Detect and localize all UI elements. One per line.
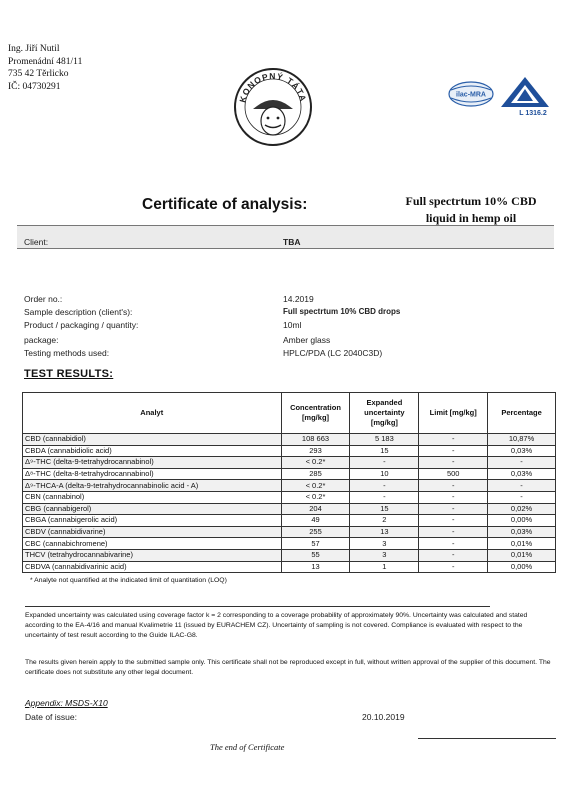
table-row xyxy=(23,491,556,503)
address-line: Promenádní 481/11 xyxy=(8,56,83,67)
table-row xyxy=(23,538,556,550)
analyte-cell: CBDVA (cannabidivarinic acid) xyxy=(23,561,282,573)
column-header: Limit [mg/kg] xyxy=(419,393,488,434)
ilac-mra-logo xyxy=(447,80,495,108)
table-row xyxy=(23,480,556,492)
concentration-cell: 57 xyxy=(281,538,350,550)
uncertainty-cell: 10 xyxy=(350,468,419,480)
percentage-cell: 0,02% xyxy=(488,503,556,515)
limit-cell: - xyxy=(419,434,488,446)
concentration-cell: 255 xyxy=(281,526,350,538)
address-line: 735 42 Těrlicko xyxy=(8,69,69,79)
logo-text: KONOPNÝ TÁTA xyxy=(237,70,309,104)
concentration-cell: < 0.2* xyxy=(281,491,350,503)
signature-line xyxy=(418,738,556,739)
product-title-line: liquid in hemp oil xyxy=(425,211,517,225)
concentration-cell: < 0.2* xyxy=(281,480,350,492)
order-value: 14.2019 xyxy=(283,294,314,304)
konopny-tata-logo xyxy=(233,60,313,158)
sample-label: Sample description (client's): xyxy=(24,307,133,317)
concentration-cell: 204 xyxy=(281,503,350,515)
percentage-cell: - xyxy=(488,457,556,469)
percentage-cell: - xyxy=(488,480,556,492)
table-row xyxy=(23,515,556,527)
accreditation-number: L 1316.2 xyxy=(519,110,547,117)
analyte-cell: Δ⁸-THC (delta-8-tetrahydrocannabinol) xyxy=(23,468,282,480)
analyte-cell: CBG (cannabigerol) xyxy=(23,503,282,515)
divider xyxy=(25,606,490,607)
uncertainty-cell: 5 183 xyxy=(350,434,419,446)
package-label: package: xyxy=(24,335,59,345)
table-row xyxy=(23,445,556,457)
uncertainty-cell: 1 xyxy=(350,561,419,573)
concentration-cell: 55 xyxy=(281,549,350,561)
percentage-cell: 10,87% xyxy=(488,434,556,446)
percentage-cell: 0,01% xyxy=(488,538,556,550)
package-value: Amber glass xyxy=(283,335,331,345)
limit-cell: - xyxy=(419,491,488,503)
concentration-cell: 13 xyxy=(281,561,350,573)
limit-cell: - xyxy=(419,549,488,561)
limit-cell: - xyxy=(419,503,488,515)
methods-label: Testing methods used: xyxy=(24,348,110,358)
uncertainty-cell: - xyxy=(350,480,419,492)
percentage-cell: - xyxy=(488,491,556,503)
limit-cell: - xyxy=(419,561,488,573)
table-row xyxy=(23,561,556,573)
percentage-cell: 0,00% xyxy=(488,561,556,573)
concentration-cell: 108 663 xyxy=(281,434,350,446)
concentration-cell: 49 xyxy=(281,515,350,527)
order-label: Order no.: xyxy=(24,294,63,304)
methods-value: HPLC/PDA (LC 2040C3D) xyxy=(283,348,383,358)
limit-cell: - xyxy=(419,480,488,492)
loq-footnote: * Analyte not quantified at the indicated limit of quantitation (LOQ) xyxy=(30,577,227,584)
uncertainty-cell: 2 xyxy=(350,515,419,527)
product-label: Product / packaging / quantity: xyxy=(24,320,139,330)
product-title xyxy=(386,193,556,227)
column-header: Expanded uncertainty [mg/kg] xyxy=(350,393,419,434)
analyte-cell: CBDV (cannabidivarine) xyxy=(23,526,282,538)
column-header: Concentration [mg/kg] xyxy=(281,393,350,434)
table-row xyxy=(23,434,556,446)
uncertainty-cell: 15 xyxy=(350,503,419,515)
end-of-certificate: The end of Certificate xyxy=(210,742,285,752)
analyte-cell: CBDA (cannabidiolic acid) xyxy=(23,445,282,457)
limit-cell: - xyxy=(419,526,488,538)
test-results-heading: TEST RESULTS: xyxy=(24,368,114,380)
analyte-cell: CBD (cannabidiol) xyxy=(23,434,282,446)
issuer-address xyxy=(8,43,82,93)
analyte-cell: Δ⁹-THC (delta-9-tetrahydrocannabinol) xyxy=(23,457,282,469)
percentage-cell: 0,03% xyxy=(488,445,556,457)
column-header: Analyt xyxy=(23,393,282,434)
results-table xyxy=(22,392,556,573)
issue-date-label: Date of issue: xyxy=(25,712,77,722)
sample-value: Full spectrtum 10% CBD drops xyxy=(283,307,401,316)
table-row xyxy=(23,457,556,469)
limit-cell: - xyxy=(419,457,488,469)
results-apply-note: The results given herein apply to the submitted sample only. This certificate shall not be reproduced except in full, without written approval of the supplier of this document. The certificate does not substitute any other legal document. xyxy=(25,659,551,676)
concentration-cell: < 0.2* xyxy=(281,457,350,469)
uncertainty-cell: - xyxy=(350,491,419,503)
product-title-line: Full spectrtum 10% CBD xyxy=(405,194,537,208)
uncertainty-cell: 3 xyxy=(350,538,419,550)
client-label: Client: xyxy=(24,237,49,247)
analyte-cell: CBGA (cannabigerolic acid) xyxy=(23,515,282,527)
uncertainty-cell: 13 xyxy=(350,526,419,538)
uncertainty-cell: 3 xyxy=(350,549,419,561)
percentage-cell: 0,01% xyxy=(488,549,556,561)
accreditation-logo xyxy=(499,75,551,117)
address-line: Ing. Jiří Nutil xyxy=(8,44,60,54)
percentage-cell: 0,00% xyxy=(488,515,556,527)
limit-cell: 500 xyxy=(419,468,488,480)
table-row xyxy=(23,503,556,515)
appendix-label: Appendix: MSDS-X10 xyxy=(25,698,108,708)
table-row xyxy=(23,468,556,480)
table-row xyxy=(23,526,556,538)
concentration-cell: 293 xyxy=(281,445,350,457)
issue-date-value: 20.10.2019 xyxy=(362,712,405,722)
column-header: Percentage xyxy=(488,393,556,434)
table-header-row xyxy=(23,393,556,434)
client-value: TBA xyxy=(283,237,301,247)
analyte-cell: THCV (tetrahydrocannabivarine) xyxy=(23,549,282,561)
uncertainty-note: Expanded uncertainty was calculated using coverage factor k = 2 corresponding to a coverage probability of approximately 90%. Uncertainty was calculated and stated according to the EA-4/16 and manual Kvalimetrie 11 (issued by EURACHEM CZ). Uncertainty of sampling is not covered. Compliance is evaluated with respect to the uncertainty of test result according to the Guide ILAC-G8. xyxy=(25,612,528,639)
uncertainty-cell: - xyxy=(350,457,419,469)
ilac-text: ilac-MRA xyxy=(456,91,486,99)
concentration-cell: 285 xyxy=(281,468,350,480)
percentage-cell: 0,03% xyxy=(488,526,556,538)
analyte-cell: CBC (cannabichromene) xyxy=(23,538,282,550)
uncertainty-cell: 15 xyxy=(350,445,419,457)
address-line: IČ: 04730291 xyxy=(8,81,61,92)
product-value: 10ml xyxy=(283,320,302,330)
analyte-cell: CBN (cannabinol) xyxy=(23,491,282,503)
limit-cell: - xyxy=(419,445,488,457)
limit-cell: - xyxy=(419,538,488,550)
percentage-cell: 0,03% xyxy=(488,468,556,480)
limit-cell: - xyxy=(419,515,488,527)
analyte-cell: Δ⁹-THCA-A (delta-9-tetrahydrocannabinolic acid - A) xyxy=(23,480,282,492)
table-row xyxy=(23,549,556,561)
certificate-title: Certificate of analysis: xyxy=(142,196,308,213)
